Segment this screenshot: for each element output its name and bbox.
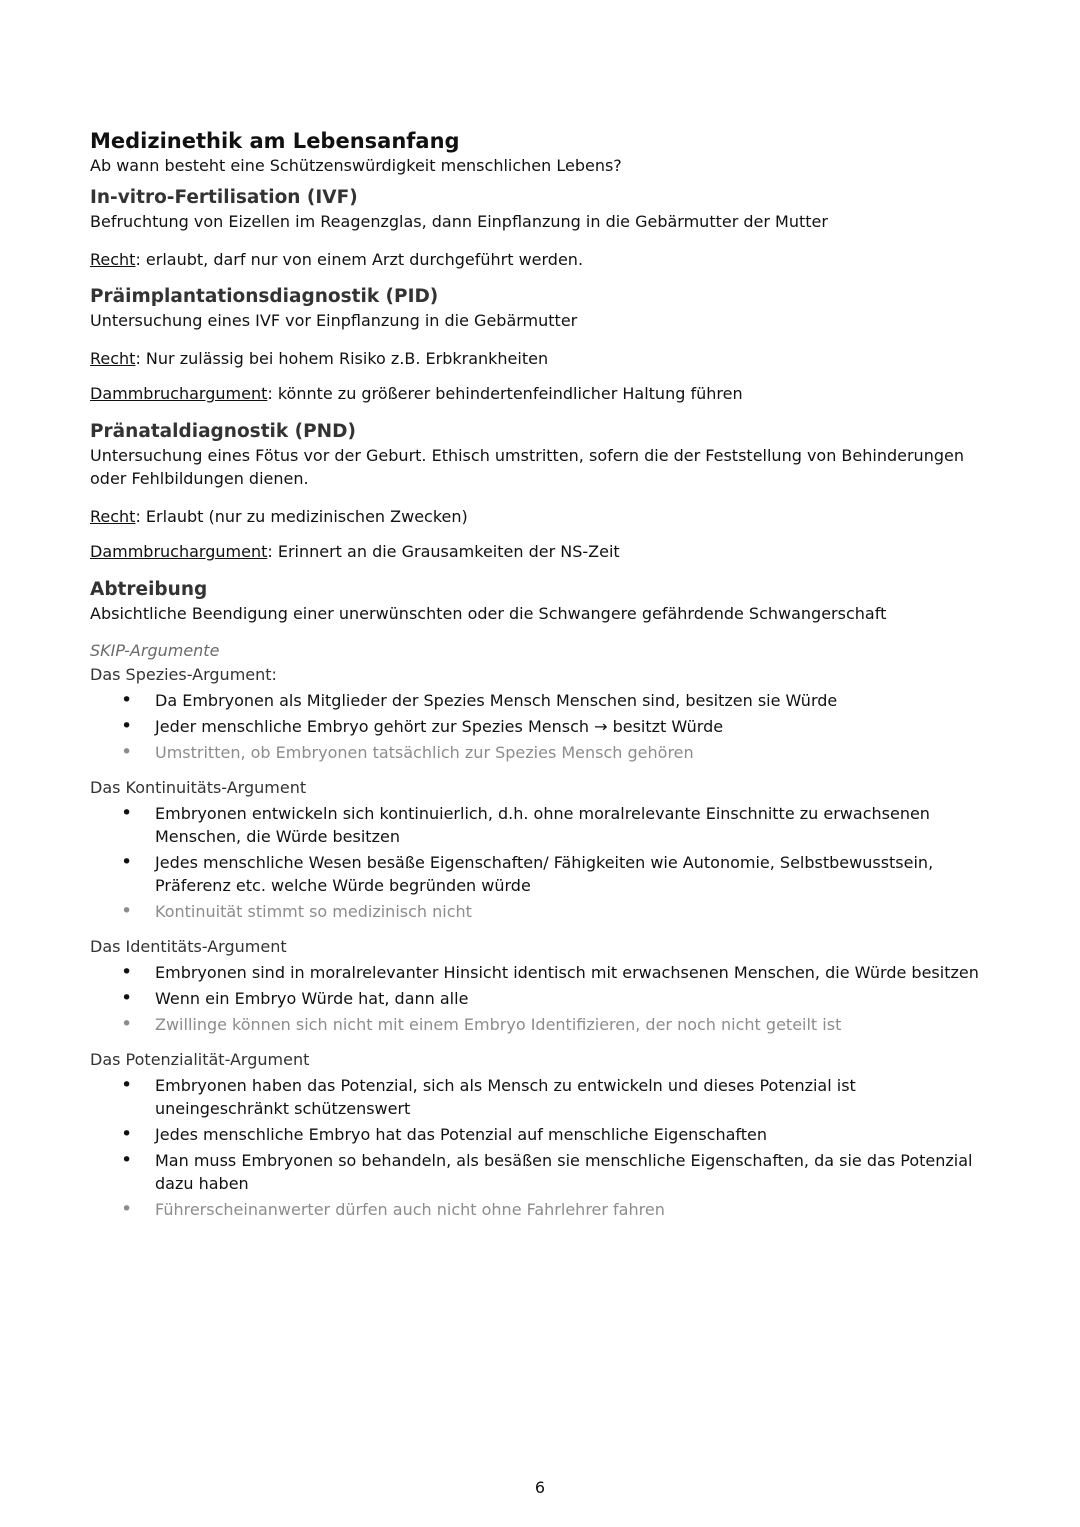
list-item: • Man muss Embryonen so behandeln, als besäßen sie menschliche Eigenschaften, da sie das Potenzial dazu haben — [90, 1149, 990, 1195]
list-item: • Embryonen haben das Potenzial, sich als Mensch zu entwickeln und dieses Potenzial ist uneingeschränkt schützenswert — [90, 1074, 990, 1120]
spezies-argument-list — [90, 689, 990, 764]
list-item: • Jeder menschliche Embryo gehört zur Spezies Mensch → besitzt Würde — [90, 715, 990, 738]
list-item: • Embryonen entwickeln sich kontinuierlich, d.h. ohne moralrelevante Einschnitte zu erwachsenen Menschen, die Würde besitzen — [90, 802, 990, 848]
law-text: : Nur zulässig bei hohem Risiko z.B. Erbkrankheiten — [135, 348, 549, 368]
dammbruch-text: : könnte zu größerer behindertenfeindlicher Haltung führen — [267, 384, 743, 403]
critique-item: • Führerscheinanwerter dürfen auch nicht ohne Fahrlehrer fahren — [90, 1198, 990, 1221]
pnd-dammbruch — [90, 540, 990, 564]
potenzialitaet-argument-title: Das Potenzialität-Argument — [90, 1050, 310, 1069]
law-text: : Erlaubt (nur zu medizinischen Zwecken) — [135, 506, 468, 526]
document-title: Medizinethik am Lebensanfang — [90, 129, 460, 153]
ivf-description: Befruchtung von Eizellen im Reagenzglas, dann Einpflanzung in die Gebärmutter der Mutter — [90, 212, 828, 231]
dammbruch-label: Dammbruchargument — [90, 542, 268, 561]
law-label: Recht — [90, 506, 136, 526]
dammbruch-label: Dammbruchargument — [90, 384, 268, 403]
dammbruch-text: : Erinnert an die Grausamkeiten der NS-Zeit — [267, 542, 620, 561]
abtreibung-description: Absichtliche Beendigung einer unerwünschten oder die Schwangere gefährdende Schwangerschaft — [90, 603, 887, 623]
pid-law — [90, 347, 990, 371]
pnd-heading: Pränataldiagnostik (PND) — [90, 420, 356, 442]
abtreibung-heading: Abtreibung — [90, 578, 208, 600]
critique-item: • Kontinuität stimmt so medizinisch nicht — [90, 900, 990, 923]
ivf-law — [90, 248, 990, 272]
kontinuitaet-argument-title: Das Kontinuitäts-Argument — [90, 778, 307, 797]
identitaet-argument-list — [90, 961, 990, 1036]
kontinuitaet-argument-list — [90, 802, 990, 923]
critique-item: • Umstritten, ob Embryonen tatsächlich zur Spezies Mensch gehören — [90, 741, 990, 764]
ivf-heading: In-vitro-Fertilisation (IVF) — [90, 187, 358, 208]
pnd-law — [90, 505, 990, 529]
list-item: • Embryonen sind in moralrelevanter Hinsicht identisch mit erwachsenen Menschen, die Würde besitzen — [90, 961, 990, 984]
law-text: : erlaubt, darf nur von einem Arzt durchgeführt werden. — [135, 249, 584, 269]
law-label: Recht — [90, 249, 136, 269]
list-item: • Da Embryonen als Mitglieder der Spezies Mensch Menschen sind, besitzen sie Würde — [90, 689, 990, 712]
critique-item: • Zwillinge können sich nicht mit einem Embryo Identifizieren, der noch nicht geteilt ist — [90, 1013, 990, 1036]
document-page — [90, 128, 990, 1227]
spezies-argument-title: Das Spezies-Argument: — [90, 665, 277, 684]
document-subtitle: Ab wann besteht eine Schützenswürdigkeit menschlichen Lebens? — [90, 156, 622, 175]
pid-dammbruch — [90, 382, 990, 406]
list-item: • Wenn ein Embryo Würde hat, dann alle — [90, 987, 990, 1010]
list-item: • Jedes menschliche Embryo hat das Potenzial auf menschliche Eigenschaften — [90, 1123, 990, 1146]
pnd-description: Untersuchung eines Fötus vor der Geburt. Ethisch umstritten, sofern die der Feststellung von Behinderungen oder Fehlbildungen dienen. — [90, 445, 964, 488]
identitaet-argument-title: Das Identitäts-Argument — [90, 937, 287, 956]
list-item: • Jedes menschliche Wesen besäße Eigenschaften/ Fähigkeiten wie Autonomie, Selbstbewusstsein, Präferenz etc. welche Würde begründen würde — [90, 851, 990, 897]
pid-description: Untersuchung eines IVF vor Einpflanzung in die Gebärmutter — [90, 311, 578, 330]
page-number: 6 — [534, 1478, 546, 1497]
potenzialitaet-argument-list — [90, 1074, 990, 1221]
skip-heading: SKIP-Argumente — [90, 641, 220, 660]
law-label: Recht — [90, 348, 136, 368]
pid-heading: Präimplantationsdiagnostik (PID) — [90, 286, 439, 307]
